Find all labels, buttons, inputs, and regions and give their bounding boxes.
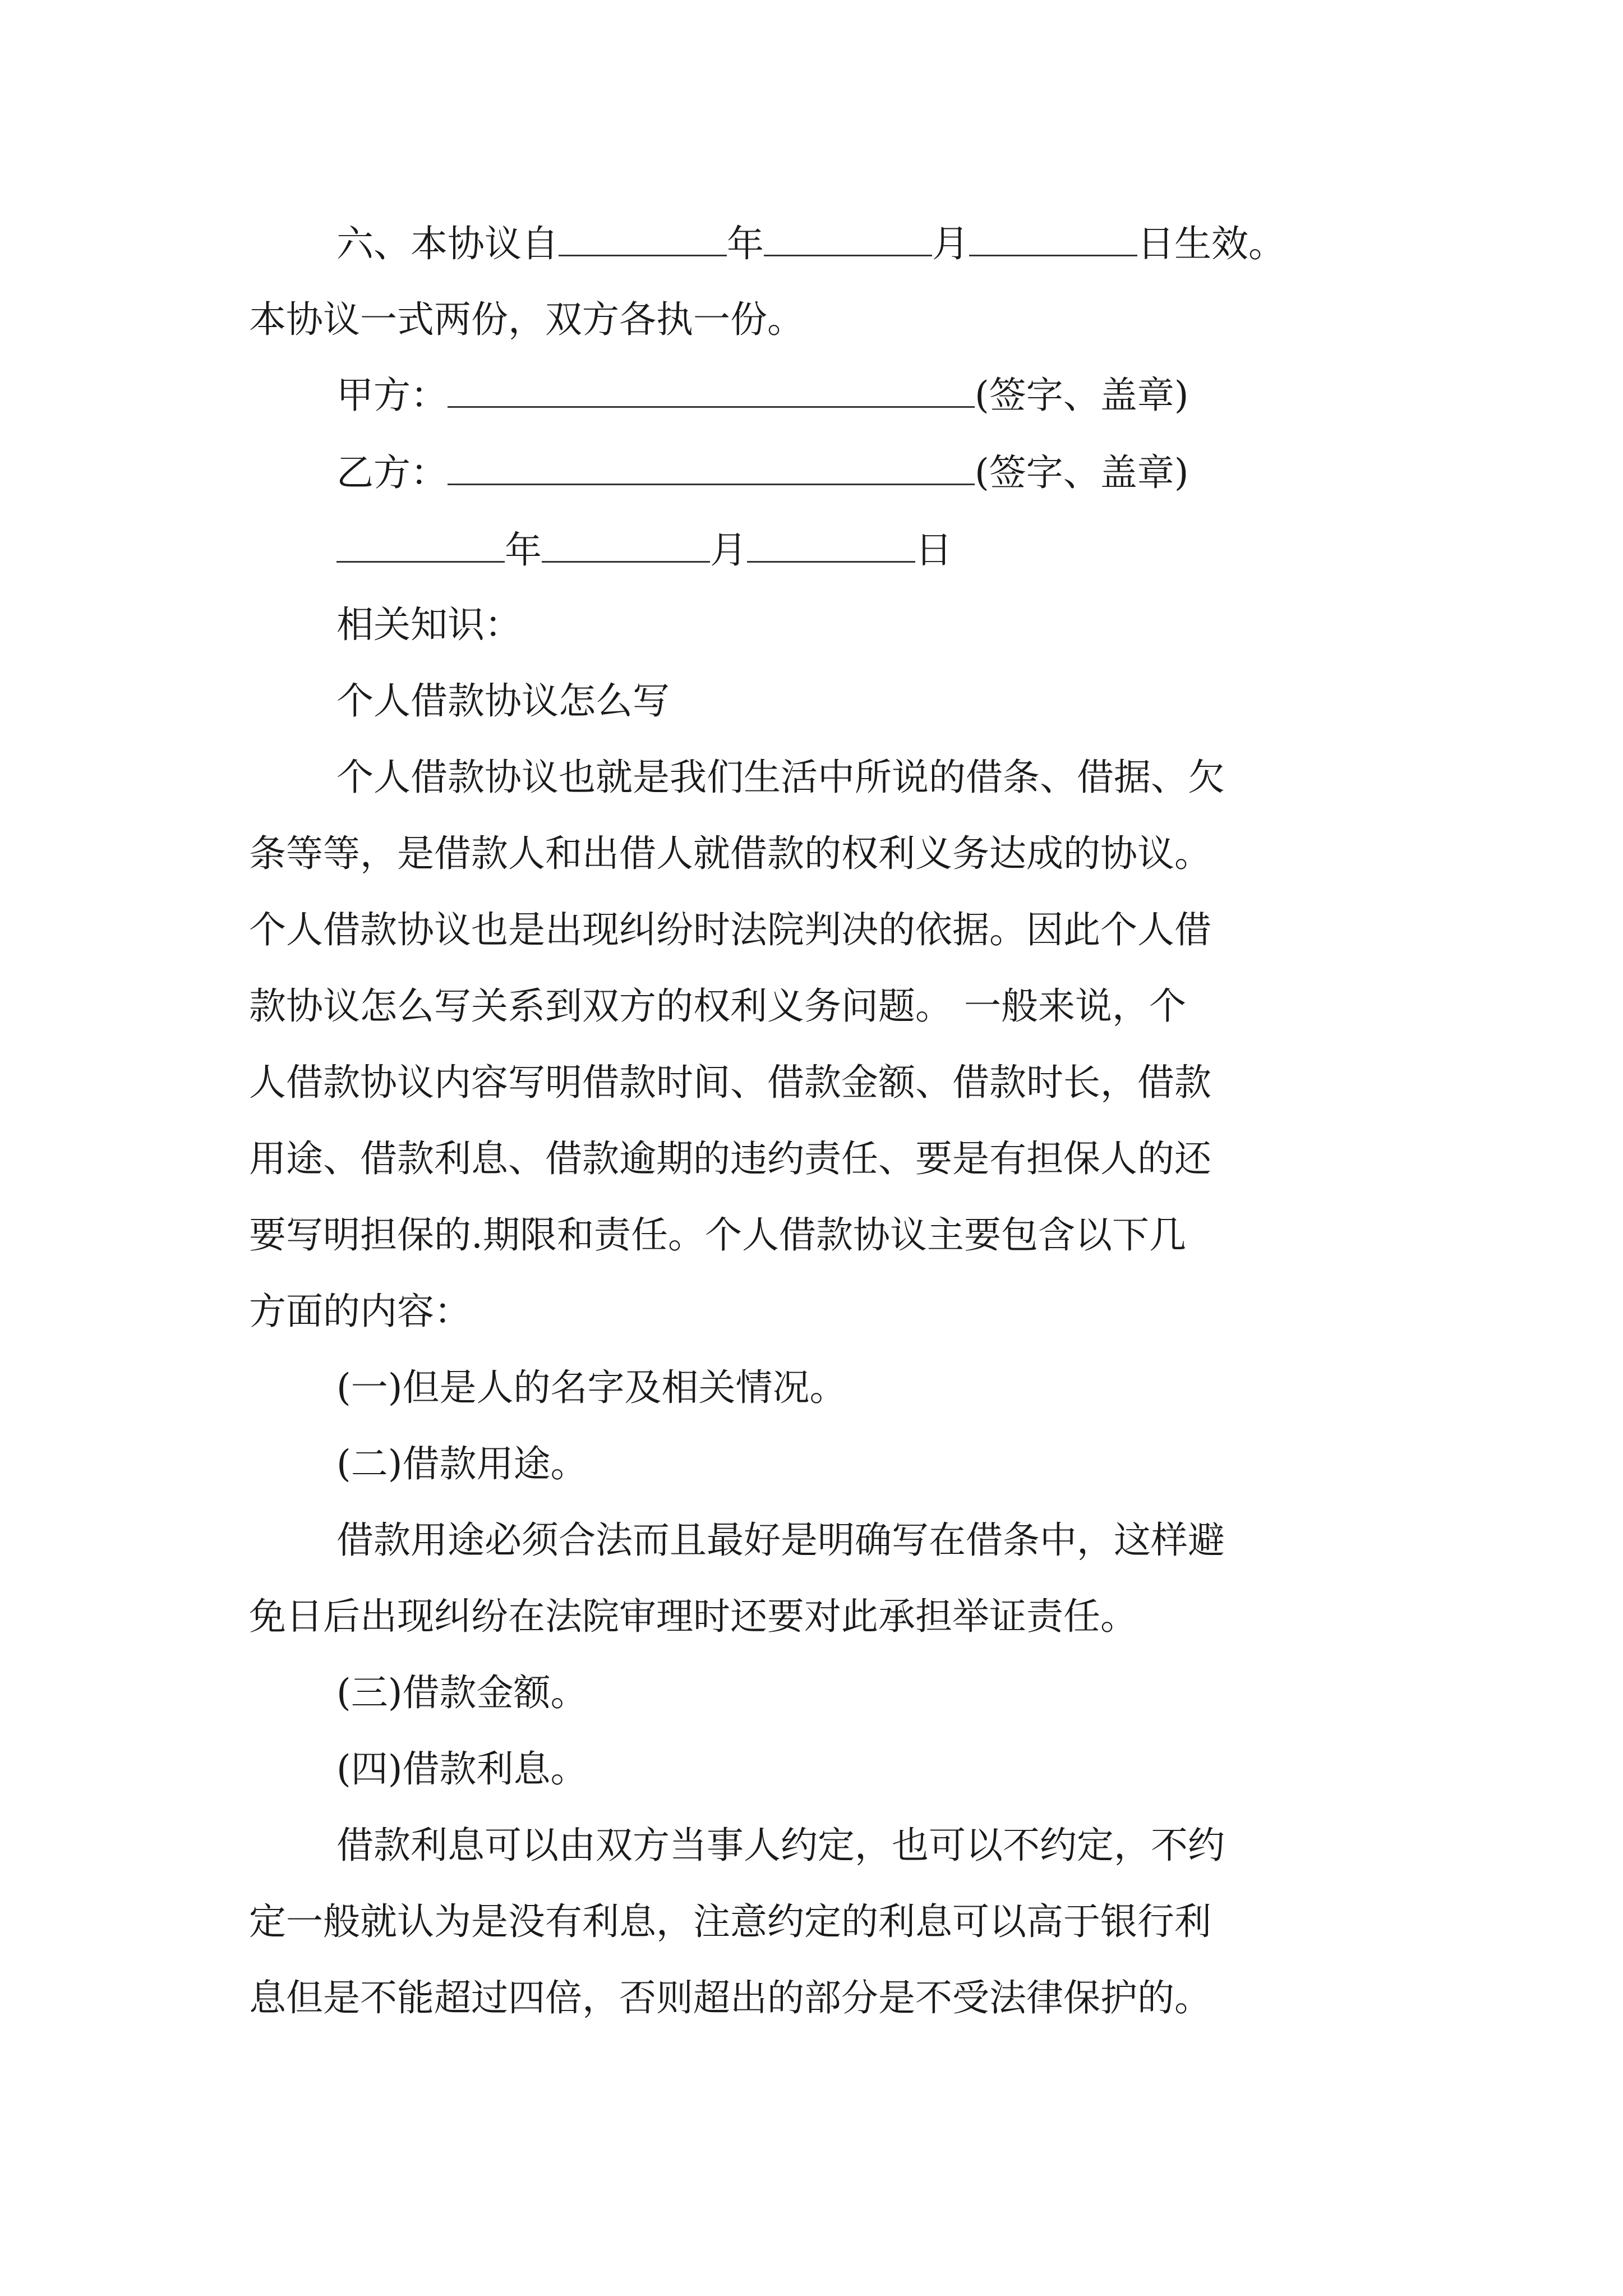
sign-month-blank (542, 526, 710, 563)
effective-year-label: 年 (727, 222, 764, 265)
month-blank (764, 220, 932, 256)
list-item: (四)借款利息。 (336, 1747, 588, 1791)
body-line: 条等等，是借款人和出借人就借款的权利义务达成的协议。 (249, 832, 1211, 875)
body-line: 人借款协议内容写明借款时间、借款金额、借款时长，借款 (249, 1061, 1211, 1104)
sign-year-label: 年 (505, 528, 542, 572)
body-line: 个人借款协议也就是我们生活中所说的借条、借据、欠 (336, 756, 1225, 799)
sign-month-label: 月 (710, 528, 747, 572)
body-line: 款协议怎么写关系到双方的权利义务问题。 一般来说，个 (249, 984, 1186, 1028)
body-line: 要写明担保的.期限和责任。个人借款协议主要包含以下几 (249, 1213, 1186, 1257)
sign-year-blank (336, 526, 505, 563)
party-a-blank (448, 371, 975, 408)
sign-day-blank (747, 526, 915, 563)
list-item: (二)借款用途。 (336, 1442, 588, 1485)
effective-month-label: 月 (932, 222, 969, 265)
signing-date-line (336, 526, 952, 571)
party-b-signature-line (336, 449, 1189, 494)
party-a-signature-line (336, 371, 1189, 416)
body-line: 借款利息可以由双方当事人约定，也可以不约定，不约 (336, 1824, 1225, 1867)
party-b-blank (448, 449, 975, 485)
list-item: (三)借款金额。 (336, 1671, 588, 1714)
effective-date-line (336, 220, 1285, 265)
body-line: 个人借款协议也是出现纠纷时法院判决的依据。因此个人借 (249, 908, 1211, 951)
party-b-label: 乙方： (336, 451, 448, 494)
related-heading: 相关知识： (336, 603, 522, 646)
related-title: 个人借款协议怎么写 (336, 679, 670, 723)
body-line: 方面的内容： (249, 1290, 471, 1333)
party-b-sign-note: (签字、盖章) (975, 451, 1189, 494)
body-line: 定一般就认为是没有利息，注意约定的利息可以高于银行利 (249, 1900, 1211, 1943)
effective-day-label: 日生效。 (1137, 222, 1285, 265)
party-a-sign-note: (签字、盖章) (975, 374, 1189, 417)
copies-line: 本协议一式两份，双方各执一份。 (249, 298, 804, 341)
body-line: 息但是不能超过四倍，否则超出的部分是不受法律保护的。 (249, 1976, 1211, 2019)
body-line: 用途、借款利息、借款逾期的违约责任、要是有担保人的还 (249, 1137, 1211, 1180)
body-line: 免日后出现纠纷在法院审理时还要对此承担举证责任。 (249, 1595, 1137, 1638)
sign-day-label: 日 (915, 528, 952, 572)
day-blank (969, 220, 1137, 256)
list-item: (一)但是人的名字及相关情况。 (336, 1366, 847, 1409)
effective-prefix: 六、本协议自 (336, 222, 559, 265)
year-blank (559, 220, 727, 256)
body-line: 借款用途必须合法而且最好是明确写在借条中，这样避 (336, 1519, 1225, 1562)
party-a-label: 甲方： (336, 374, 448, 417)
